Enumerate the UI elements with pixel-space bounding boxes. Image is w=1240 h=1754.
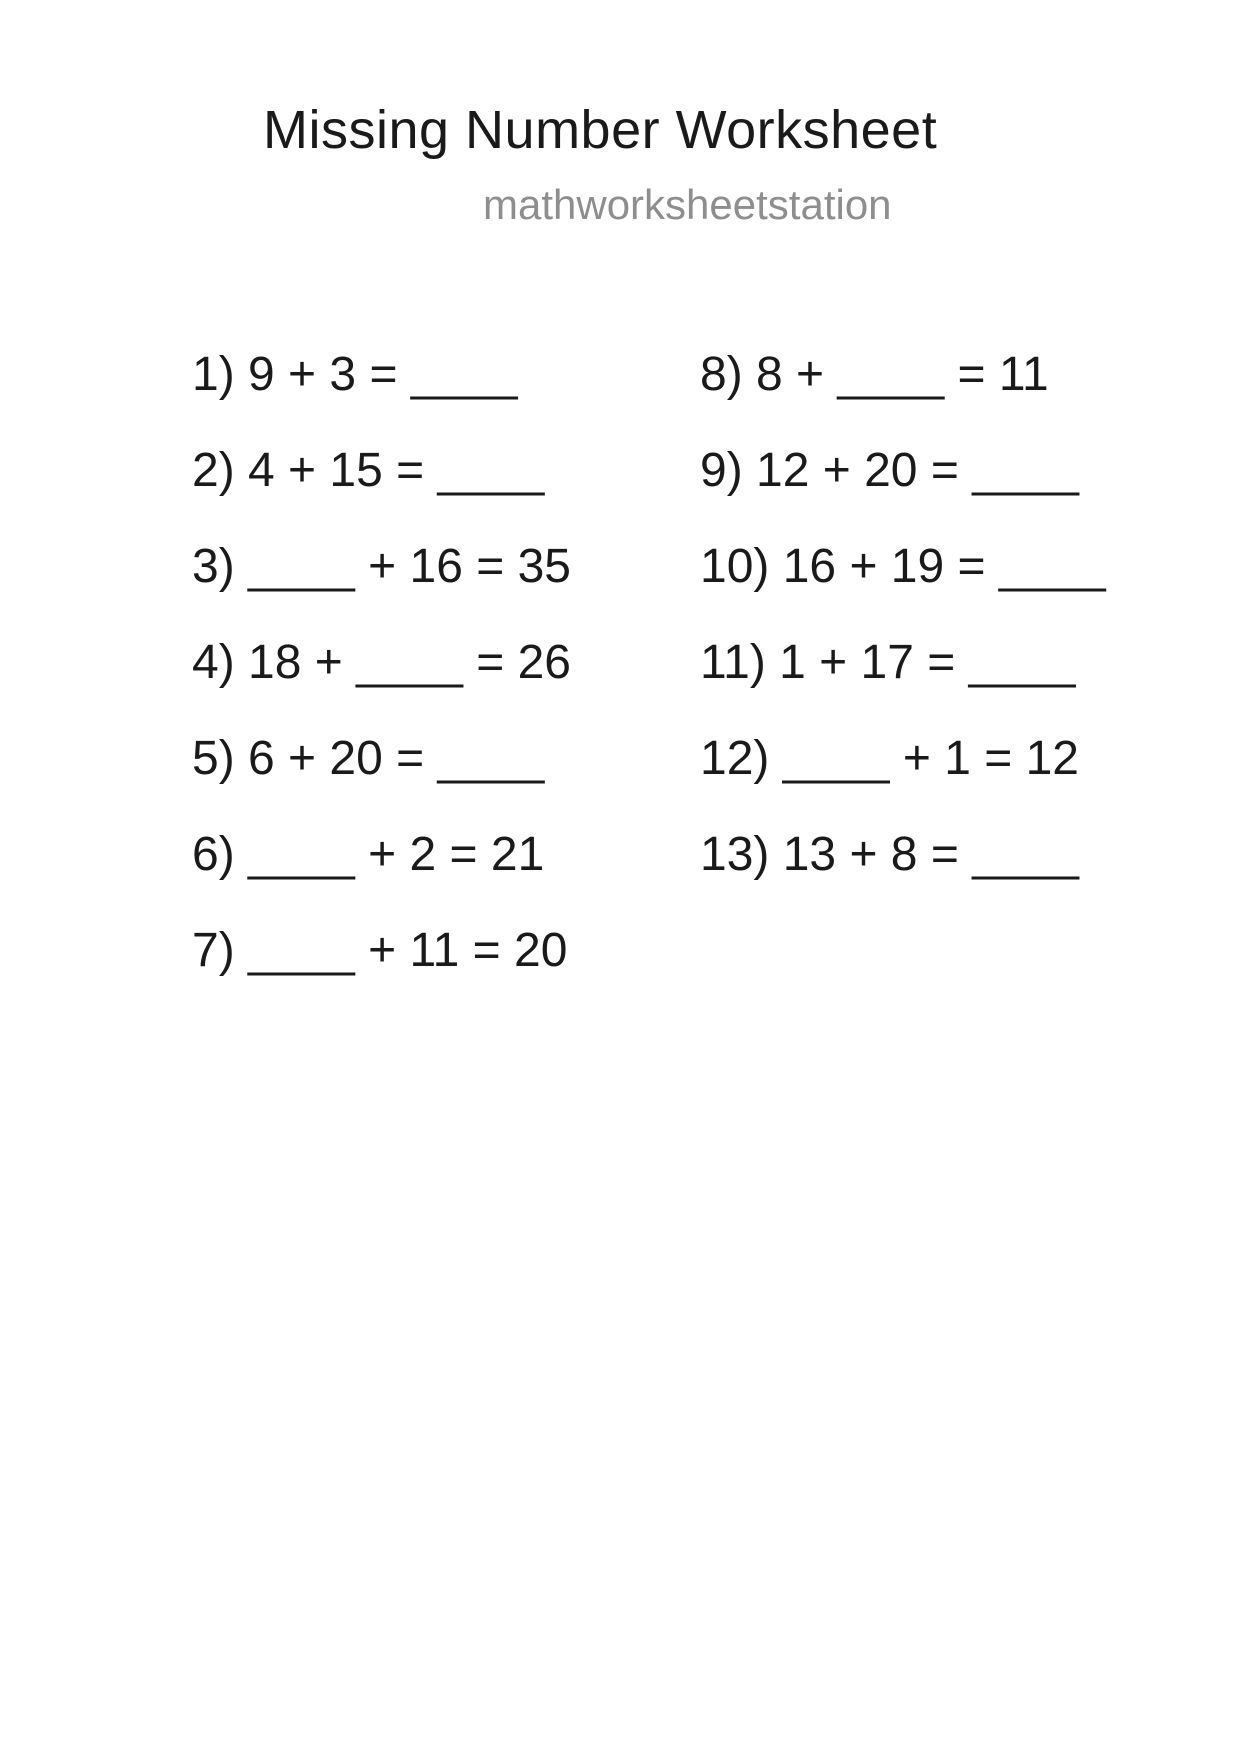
- problems-column-left: [192, 327, 571, 999]
- problem-10: 10) 16 + 19 = ____: [700, 540, 1106, 593]
- problem-13: 13) 13 + 8 = ____: [700, 828, 1079, 881]
- problem-11: 11) 1 + 17 = ____: [700, 636, 1076, 689]
- problem-1: 1) 9 + 3 = ____: [192, 348, 518, 401]
- problem-6: 6) ____ + 2 = 21: [192, 828, 545, 881]
- problem-7: 7) ____ + 11 = 20: [192, 924, 568, 977]
- problem-12: 12) ____ + 1 = 12: [700, 732, 1079, 785]
- problem-2: 2) 4 + 15 = ____: [192, 444, 545, 497]
- page-title: Missing Number Worksheet: [263, 100, 938, 160]
- problem-3: 3) ____ + 16 = 35: [192, 540, 571, 593]
- problems-column-right: [700, 327, 1106, 903]
- page-subtitle: mathworksheetstation: [483, 181, 892, 228]
- problem-5: 5) 6 + 20 = ____: [192, 732, 545, 785]
- problem-9: 9) 12 + 20 = ____: [700, 444, 1079, 497]
- problem-4: 4) 18 + ____ = 26: [192, 636, 571, 689]
- problem-8: 8) 8 + ____ = 11: [700, 348, 1049, 401]
